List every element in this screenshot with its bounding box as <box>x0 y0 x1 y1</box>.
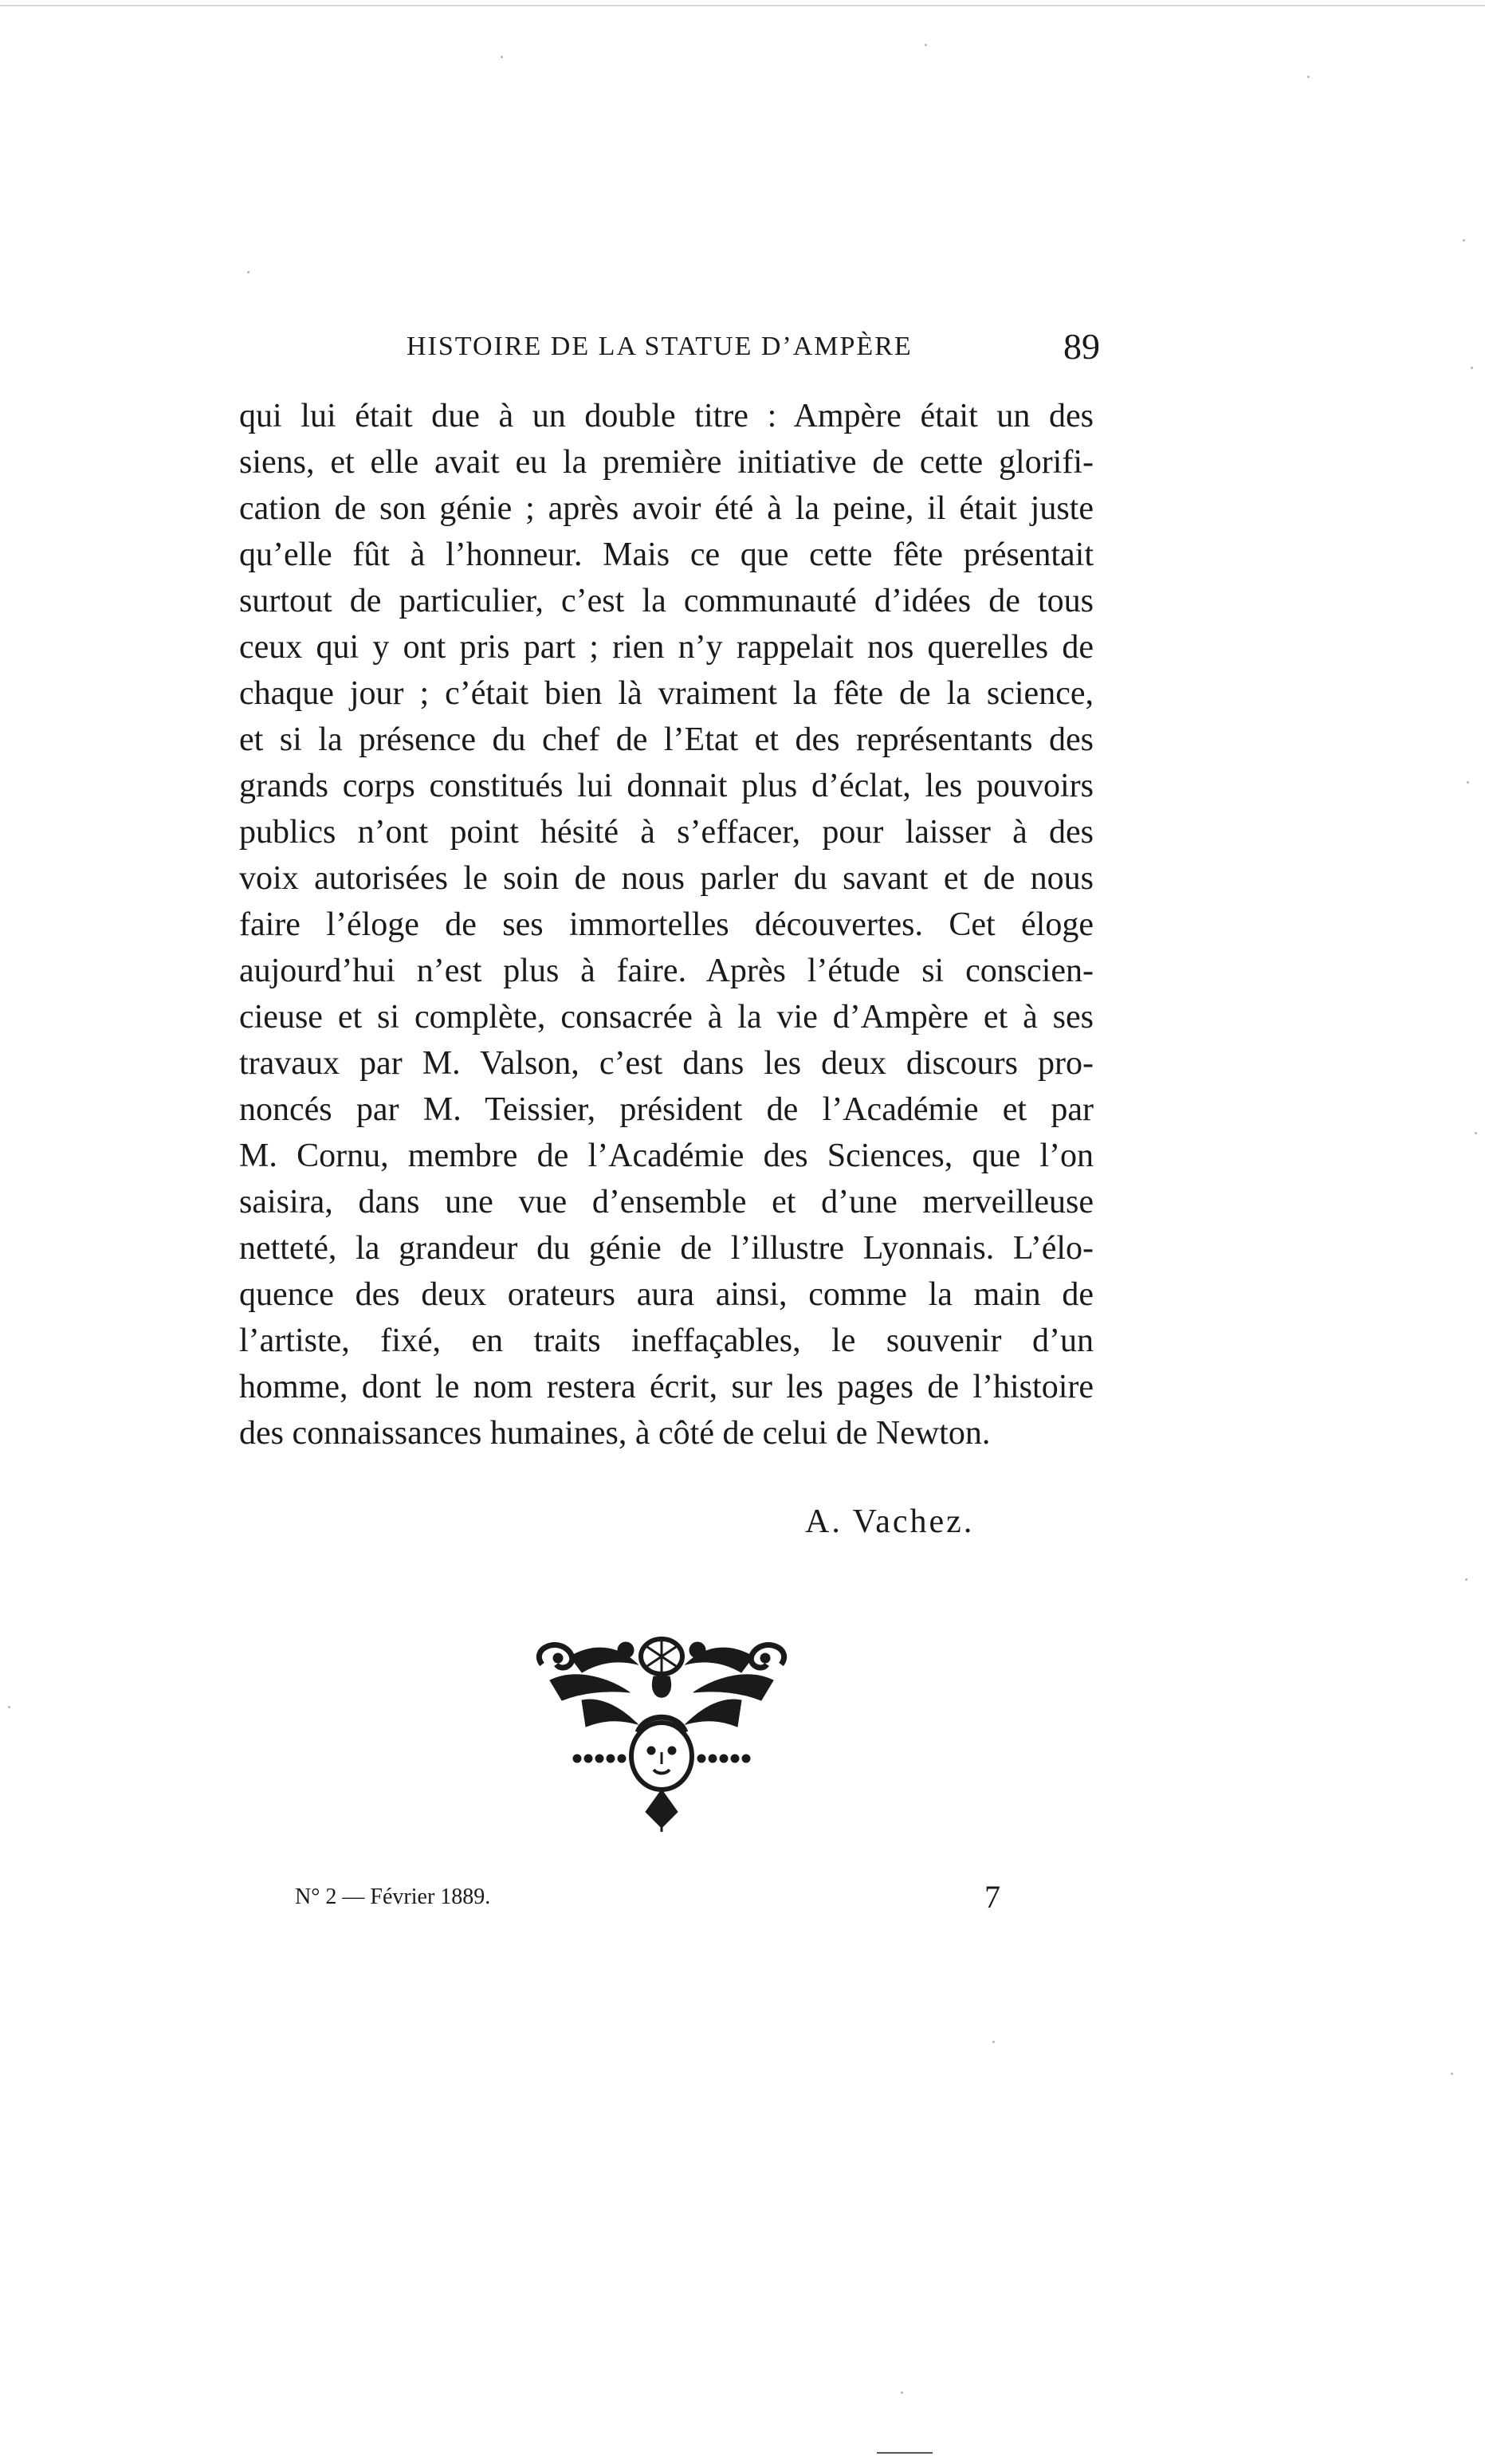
gathering-signature-mark: 7 <box>984 1879 1000 1915</box>
running-header <box>239 323 1100 371</box>
floral-ornament-icon <box>526 1633 797 1832</box>
text-line: quence des deux orateurs aura ainsi, comme la main de <box>239 1276 1094 1313</box>
text-line: et si la présence du chef de l’Etat et des représentants des <box>239 721 1094 758</box>
paper-speck <box>1465 1578 1467 1581</box>
text-line: aujourd’hui n’est plus à faire. Après l’étude si conscien- <box>239 953 1094 989</box>
text-line: travaux par M. Valson, c’est dans les deux discours pro- <box>239 1045 1094 1082</box>
text-line: saisira, dans une vue d’ensemble et d’une merveilleuse <box>239 1184 1094 1220</box>
paper-speck <box>1451 2073 1453 2075</box>
text-line: noncés par M. Teissier, président de l’Académie et par <box>239 1091 1094 1128</box>
text-line: cieuse et si complète, consacrée à la vie d’Ampère et à ses <box>239 999 1094 1036</box>
text-line: publics n’ont point hésité à s’effacer, pour laisser à des <box>239 814 1094 851</box>
paper-speck <box>925 44 927 46</box>
text-line: netteté, la grandeur du génie de l’illustre Lyonnais. L’élo- <box>239 1230 1094 1267</box>
page-footer <box>295 1877 1012 1917</box>
text-line: des connaissances humaines, à côté de celui de Newton. <box>239 1415 991 1452</box>
paper-speck <box>1307 76 1310 78</box>
text-line: voix autorisées le soin de nous parler du savant et de nous <box>239 860 1094 897</box>
paper-speck <box>1475 1132 1477 1134</box>
paper-speck <box>1467 781 1469 784</box>
text-line: surtout de particulier, c’est la communauté d’idées de tous <box>239 583 1094 619</box>
text-line: qui lui était due à un double titre : Ampère était un des <box>239 398 1094 434</box>
issue-date: N° 2 — Février 1889. <box>295 1884 491 1909</box>
paper-speck <box>1471 367 1473 369</box>
paper-speck <box>247 271 249 273</box>
text-line: grands corps constitués lui donnait plus d’éclat, les pouvoirs <box>239 768 1094 804</box>
paper-speck <box>901 2391 903 2394</box>
text-line: homme, dont le nom restera écrit, sur les pages de l’histoire <box>239 1369 1094 1405</box>
text-line: chaque jour ; c’était bien là vraiment la fête de la science, <box>239 675 1094 712</box>
paper-speck <box>992 2041 995 2043</box>
text-line: M. Cornu, membre de l’Académie des Sciences, que l’on <box>239 1138 1094 1174</box>
bottom-rule <box>877 2452 933 2454</box>
body-paragraph <box>239 393 1094 1456</box>
text-line: l’artiste, fixé, en traits ineffaçables, le souvenir d’un <box>239 1322 1094 1359</box>
paper-speck <box>8 1706 10 1708</box>
text-line: cation de son génie ; après avoir été à la peine, il était juste <box>239 490 1094 527</box>
text-line: qu’elle fût à l’honneur. Mais ce que cette fête présentait <box>239 536 1094 573</box>
paper-speck <box>501 56 503 58</box>
text-line: faire l’éloge de ses immortelles découvertes. Cet éloge <box>239 906 1094 943</box>
page-top-edge <box>0 5 1485 6</box>
page-number: 89 <box>1063 326 1100 367</box>
text-line: ceux qui y ont pris part ; rien n’y rappelait nos querelles de <box>239 629 1094 666</box>
text-line: siens, et elle avait eu la première initiative de cette glorifi- <box>239 444 1094 481</box>
author-signature: A. Vachez. <box>805 1503 975 1540</box>
paper-speck <box>1463 239 1465 242</box>
running-title: HISTOIRE DE LA STATUE D’AMPÈRE <box>407 332 913 361</box>
